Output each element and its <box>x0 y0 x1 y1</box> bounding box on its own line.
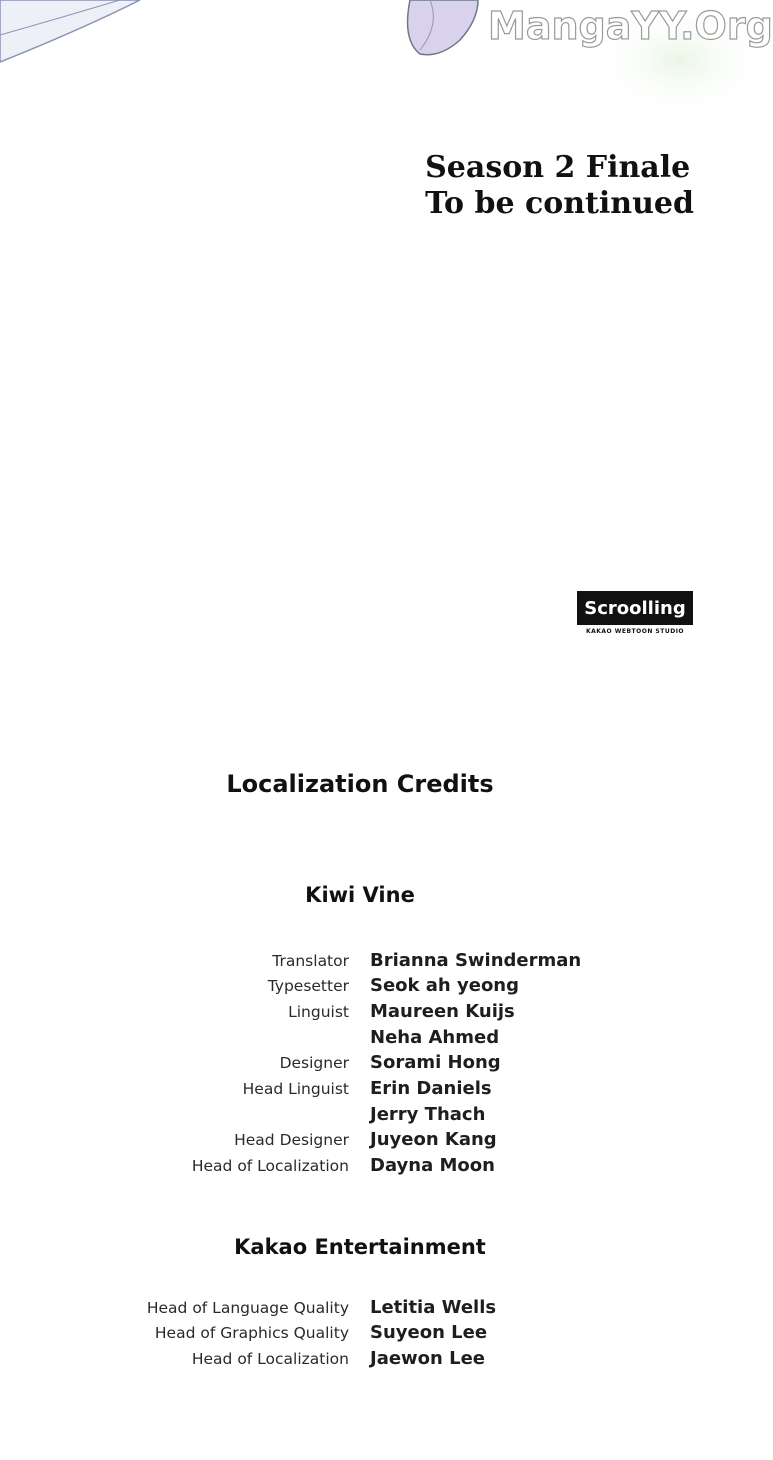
credits-title: Localization Credits <box>226 770 494 798</box>
credit-name: Seok ah yeong <box>370 975 520 996</box>
credit-role: Typesetter <box>267 977 349 995</box>
ribbon-shape <box>0 0 140 62</box>
credit-role: Linguist <box>288 1003 349 1021</box>
petal-shape <box>408 0 478 55</box>
credit-row <box>0 1155 720 1181</box>
credit-row <box>0 1129 720 1155</box>
credit-name: Juyeon Kang <box>370 1129 497 1150</box>
credit-role: Head of Graphics Quality <box>154 1324 349 1342</box>
credit-role: Head Linguist <box>242 1080 349 1098</box>
credit-name: Letitia Wells <box>370 1297 497 1318</box>
finale-line-1: Season 2 Finale <box>425 150 691 185</box>
credit-name: Neha Ahmed <box>370 1027 500 1048</box>
section-title-kakao-entertainment: Kakao Entertainment <box>234 1235 486 1259</box>
studio-logo: Scroolling <box>577 591 693 625</box>
credit-name: Jerry Thach <box>370 1104 486 1125</box>
credit-role: Translator <box>272 952 349 970</box>
watermark-text: MangaYY.Org <box>488 4 773 48</box>
section-title-kiwi-vine: Kiwi Vine <box>305 883 415 907</box>
credit-row <box>0 1104 720 1130</box>
credit-row <box>0 1027 720 1053</box>
credit-name: Dayna Moon <box>370 1155 495 1176</box>
credit-name: Jaewon Lee <box>370 1348 486 1369</box>
credit-role: Head of Localization <box>191 1350 349 1368</box>
credit-name: Brianna Swinderman <box>370 950 582 971</box>
credit-role: Head of Localization <box>191 1157 349 1175</box>
finale-notice <box>425 150 694 222</box>
credit-row <box>0 950 720 976</box>
credit-row <box>0 1078 720 1104</box>
credit-name: Sorami Hong <box>370 1052 501 1073</box>
credit-row <box>0 1052 720 1078</box>
credit-name: Erin Daniels <box>370 1078 492 1099</box>
credit-row <box>0 1322 720 1348</box>
credit-row <box>0 1348 720 1374</box>
credit-row <box>0 1001 720 1027</box>
studio-logo-tagline: KAKAO WEBTOON STUDIO <box>585 628 685 635</box>
credit-name: Suyeon Lee <box>370 1322 488 1343</box>
finale-line-2: To be continued <box>425 186 694 221</box>
credit-name: Maureen Kuijs <box>370 1001 515 1022</box>
credit-role: Designer <box>279 1054 349 1072</box>
credit-role: Head Designer <box>234 1131 349 1149</box>
credit-row <box>0 1297 720 1323</box>
credit-row <box>0 975 720 1001</box>
credit-role: Head of Language Quality <box>146 1299 349 1317</box>
